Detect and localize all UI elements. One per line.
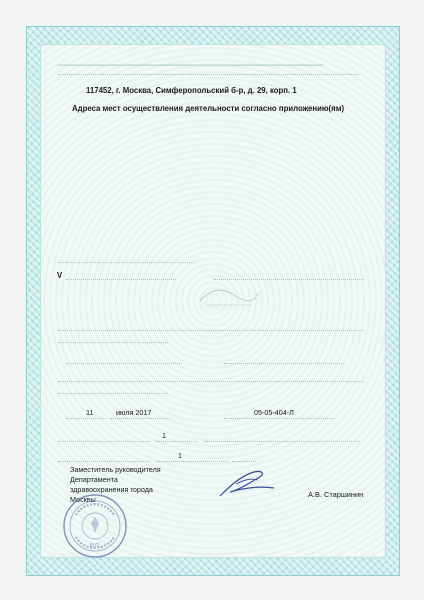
form-rule — [58, 393, 168, 394]
form-line: ▁▁▁▁▁▁▁▁▁▁▁▁▁▁▁▁▁▁▁▁▁▁▁▁▁▁▁▁▁▁▁▁▁▁▁▁▁▁▁▁▁▁▁▁▁▁▁▁▁▁▁▁ — [58, 59, 324, 66]
form-rule — [58, 441, 150, 442]
form-rule — [156, 461, 228, 462]
order-number: 05-05-404-Л — [254, 408, 294, 417]
form-rule — [224, 418, 334, 419]
form-mark: V — [57, 271, 63, 280]
form-rule — [232, 461, 256, 462]
signatory-title-2: Департамента — [70, 475, 118, 484]
form-rule — [66, 418, 106, 419]
form-rule — [58, 461, 150, 462]
form-rule — [66, 363, 182, 364]
signatory-title-1: Заместитель руководителя — [70, 465, 161, 474]
address-line: 117452, г. Москва, Симферопольский б-р, д. 29, корп. 1 — [86, 86, 297, 95]
signatory-title-3: здравоохранения города — [70, 485, 153, 494]
seal-center-text: М.П. — [89, 543, 101, 549]
appendix-sheets: 1 — [178, 451, 182, 460]
form-rule — [58, 342, 168, 343]
order-day: 11 — [86, 408, 94, 417]
signatory-title-4: Москвы — [70, 495, 96, 504]
signature — [214, 466, 280, 500]
official-seal — [62, 493, 128, 559]
faint-stamp-mark — [196, 283, 262, 309]
form-rule — [204, 441, 360, 442]
addresses-heading: Адреса мест осуществления деятельности согласно приложению(ям) — [72, 104, 345, 113]
form-rule — [58, 262, 194, 263]
signatory-name: А.В. Старшинин — [308, 490, 364, 499]
form-rule — [110, 418, 170, 419]
appendix-count: 1 — [162, 431, 166, 440]
form-rule — [224, 363, 344, 364]
form-rule — [214, 279, 364, 280]
form-rule — [58, 330, 364, 331]
order-month-year: июля 2017 — [116, 408, 152, 417]
form-rule — [58, 74, 358, 75]
form-rule — [58, 381, 364, 382]
form-rule — [156, 441, 198, 442]
form-rule — [66, 279, 176, 280]
